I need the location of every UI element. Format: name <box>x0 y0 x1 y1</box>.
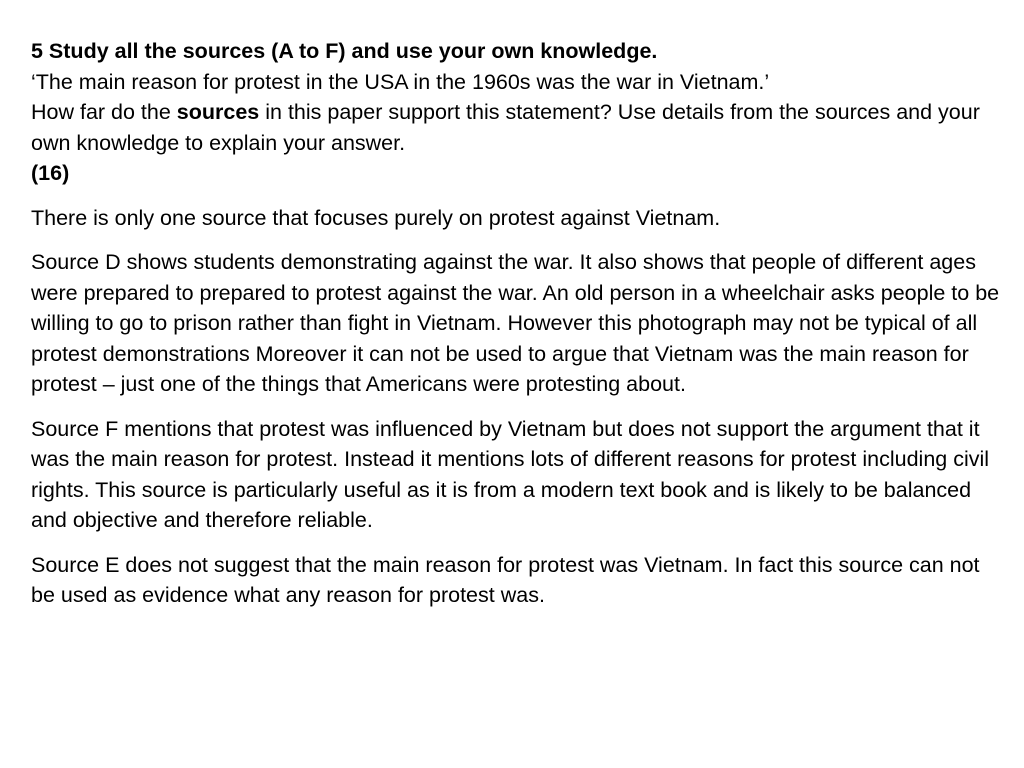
question-prompt-emphasis: sources <box>176 100 260 124</box>
answer-paragraph-source-e: Source E does not suggest that the main reason for protest was Vietnam. In fact this source can not be used as evidence what any reason for protest was. <box>31 552 980 607</box>
document-page <box>31 36 1006 625</box>
question-prompt-end: in this paper support this statement? Use details from the sources and your own knowledge to explain your answer. <box>31 100 980 155</box>
question-prompt <box>31 97 1006 158</box>
question-heading: 5 Study all the sources (A to F) and use your own knowledge. <box>31 39 658 63</box>
exam-question <box>31 36 1006 189</box>
question-prompt-start: How far do the <box>31 100 177 124</box>
question-marks: (16) <box>31 161 70 185</box>
answer-paragraph-source-d: Source D shows students demonstrating against the war. It also shows that people of different ages were prepared to prepared to protest against the war. An old person in a wheelchair asks people to be willing to go to prison rather than fight in Vietnam. However this photograph may not be typical of all protest demonstrations Moreover it can not be used to argue that Vietnam was the main reason for protest – just one of the things that Americans were protesting about. <box>31 250 1000 396</box>
answer-paragraph-intro: There is only one source that focuses purely on protest against Vietnam. <box>31 205 721 230</box>
question-statement: ‘The main reason for protest in the USA in the 1960s was the war in Vietnam.’ <box>31 69 770 94</box>
answer-paragraph-source-f: Source F mentions that protest was influenced by Vietnam but does not support the argument that it was the main reason for protest. Instead it mentions lots of different reasons for protest including civil rights. This source is particularly useful as it is from a modern text book and is likely to be balanced and objective and therefore reliable. <box>31 416 990 532</box>
